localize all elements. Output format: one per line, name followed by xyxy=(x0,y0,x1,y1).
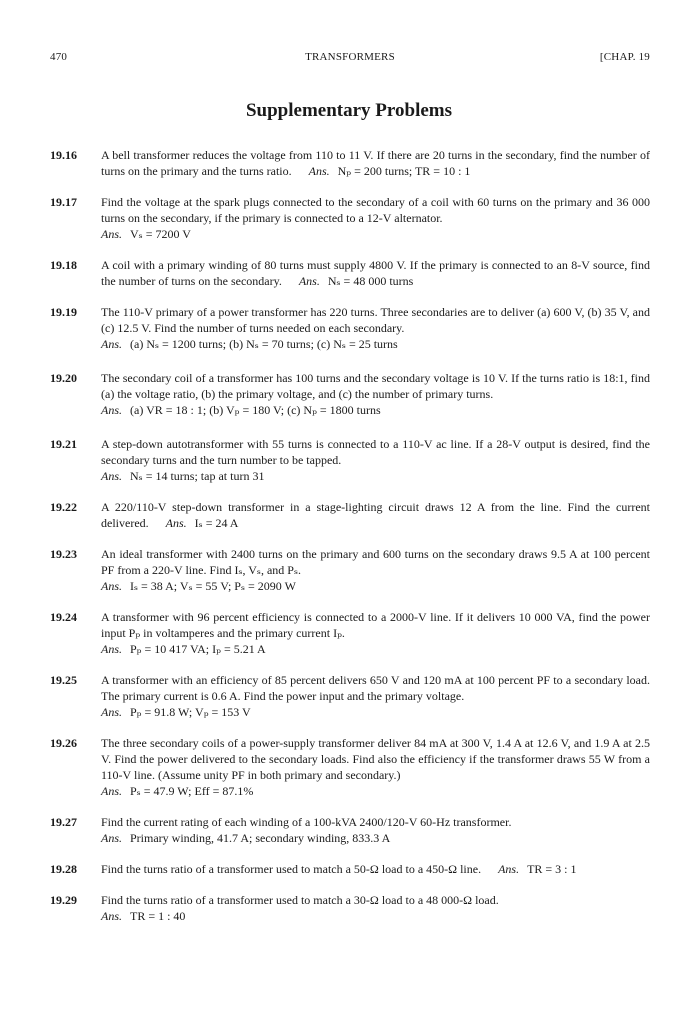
problem-number: 19.19 xyxy=(50,305,77,319)
answer-label: Ans. xyxy=(101,909,122,923)
problem-text: Find the current rating of each winding of a 100-kVA 2400/120-V 60-Hz transformer. xyxy=(101,815,512,829)
answer-label: Ans. xyxy=(298,274,320,288)
problem-body xyxy=(101,609,650,657)
answer xyxy=(101,468,650,484)
problem-body xyxy=(101,546,650,594)
running-title: TRANSFORMERS xyxy=(305,51,395,63)
answer-label: Ans. xyxy=(498,862,520,876)
problem-item xyxy=(50,194,650,242)
answer xyxy=(101,641,650,657)
problem-item xyxy=(50,814,650,846)
answer-value: Pₛ = 47.9 W; Eff = 87.1% xyxy=(130,784,254,798)
problem-body xyxy=(101,257,650,289)
problem-item xyxy=(50,370,650,418)
answer xyxy=(101,783,650,799)
answer-label: Ans. xyxy=(101,642,122,656)
problem-body xyxy=(101,194,650,242)
problem-item xyxy=(50,892,650,924)
problem-number: 19.21 xyxy=(50,437,77,451)
answer-value: Nₚ = 200 turns; TR = 10 : 1 xyxy=(337,164,471,178)
answer-value: Nₛ = 48 000 turns xyxy=(327,274,414,288)
problem-body xyxy=(101,147,650,179)
problem-item xyxy=(50,672,650,720)
problem-number: 19.18 xyxy=(50,258,77,272)
answer-label: Ans. xyxy=(101,784,122,798)
answer-value: Iₛ = 38 A; Vₛ = 55 V; Pₛ = 2090 W xyxy=(130,579,296,593)
answer xyxy=(101,908,650,924)
problem-text: Find the turns ratio of a transformer used to match a 50-Ω load to a 450-Ω line. xyxy=(101,862,482,876)
problem-text: Find the turns ratio of a transformer used to match a 30-Ω load to a 48 000-Ω load. xyxy=(101,893,499,907)
problem-number: 19.16 xyxy=(50,148,77,162)
problem-item xyxy=(50,735,650,799)
chapter-label: [CHAP. 19 xyxy=(599,51,650,63)
section-title: Supplementary Problems xyxy=(245,100,452,121)
problem-body xyxy=(101,499,650,531)
page-number: 470 xyxy=(50,51,68,63)
answer xyxy=(101,226,650,242)
problem-text: A transformer with 96 percent efficiency is connected to a 2000-V line. If it delivers 10 000 VA, find the power input Pₚ in voltamperes and the primary current Iₚ. xyxy=(101,610,650,640)
answer-value: Pₚ = 10 417 VA; Iₚ = 5.21 A xyxy=(130,642,266,656)
answer-value: Nₛ = 14 turns; tap at turn 31 xyxy=(130,469,265,483)
problem-text: The secondary coil of a transformer has 100 turns and the secondary voltage is 10 V. If the turns ratio is 18:1, find (a) the voltage ratio, (b) the primary voltage, and (c) the number of primary turns. xyxy=(101,371,650,401)
problem-number: 19.26 xyxy=(50,736,77,750)
problem-number: 19.20 xyxy=(50,371,77,385)
answer-label: Ans. xyxy=(101,227,122,241)
problem-list xyxy=(50,147,650,939)
problem-text: A coil with a primary winding of 80 turns must supply 4800 V. If the primary is connected to an 8-V source, find the number of turns on the secondary. xyxy=(101,258,650,288)
problem-item xyxy=(50,257,650,289)
answer-label: Ans. xyxy=(101,337,122,351)
problem-number: 19.24 xyxy=(50,610,77,624)
answer xyxy=(101,578,650,594)
problem-body xyxy=(101,735,650,799)
problem-body xyxy=(101,861,650,877)
problem-text: A transformer with an efficiency of 85 percent delivers 650 V and 120 mA at 100 percent PF to a secondary load. The primary current is 0.6 A. Find the power input and the primary voltage. xyxy=(101,673,650,703)
answer-value: TR = 1 : 40 xyxy=(130,909,186,923)
answer xyxy=(101,336,650,352)
problem-number: 19.27 xyxy=(50,815,77,829)
answer xyxy=(101,402,650,418)
answer-label: Ans. xyxy=(101,705,122,719)
problem-text: The 110-V primary of a power transformer has 220 turns. Three secondaries are to deliver (a) 600 V, (b) 35 V, and (c) 12.5 V. Find the number of turns needed on each secondary. xyxy=(101,305,650,335)
problem-body xyxy=(101,304,650,352)
answer-label: Ans. xyxy=(101,831,122,845)
answer xyxy=(101,830,650,846)
answer-label: Ans. xyxy=(101,403,122,417)
problem-text: An ideal transformer with 2400 turns on the primary and 600 turns on the secondary draws 9.5 A at 100 percent PF from a 220-V line. Find Iₛ, Vₛ, and Pₛ. xyxy=(101,547,650,577)
problem-item xyxy=(50,499,650,531)
page-header xyxy=(50,51,650,67)
problem-item xyxy=(50,609,650,657)
answer-label: Ans. xyxy=(308,164,330,178)
answer-value: (a) Nₛ = 1200 turns; (b) Nₛ = 70 turns; (c) Nₛ = 25 turns xyxy=(130,337,398,351)
answer-value: (a) VR = 18 : 1; (b) Vₚ = 180 V; (c) Nₚ = 1800 turns xyxy=(130,403,381,417)
problem-text: A 220/110-V step-down transformer in a stage-lighting circuit draws 12 A from the line. Find the current delivered. xyxy=(101,500,650,530)
answer-value: Iₛ = 24 A xyxy=(194,516,239,530)
problem-number: 19.25 xyxy=(50,673,77,687)
problem-item xyxy=(50,546,650,594)
problem-item xyxy=(50,436,650,484)
answer-label: Ans. xyxy=(101,469,122,483)
problem-item xyxy=(50,861,650,877)
answer xyxy=(299,274,413,288)
problem-body xyxy=(101,370,650,418)
problem-body xyxy=(101,672,650,720)
problem-text: The three secondary coils of a power-supply transformer deliver 84 mA at 300 V, 1.4 A at 12.6 V, and 1.9 A at 2.5 V. Find the power delivered to the secondary loads. Find also the efficiency if the transformer draws 55 W from a 110-V line. (Assume unity PF in both primary and secondary.) xyxy=(101,736,650,782)
problem-body xyxy=(101,436,650,484)
answer xyxy=(309,164,471,178)
problem-body xyxy=(101,814,650,846)
answer xyxy=(498,862,576,876)
answer-value: TR = 3 : 1 xyxy=(527,862,577,876)
problem-item xyxy=(50,147,650,179)
problem-body xyxy=(101,892,650,924)
answer xyxy=(166,516,239,530)
problem-text: A step-down autotransformer with 55 turns is connected to a 110-V ac line. If a 28-V output is desired, find the secondary turns and the turn number to be tapped. xyxy=(101,437,650,467)
problem-item xyxy=(50,304,650,352)
answer-label: Ans. xyxy=(101,579,122,593)
answer xyxy=(101,704,650,720)
answer-label: Ans. xyxy=(165,516,187,530)
answer-value: Vₛ = 7200 V xyxy=(130,227,191,241)
problem-text: A bell transformer reduces the voltage from 110 to 11 V. If there are 20 turns in the secondary, find the number of turns on the primary and the turns ratio. xyxy=(101,148,650,178)
problem-number: 19.29 xyxy=(50,893,77,907)
answer-value: Primary winding, 41.7 A; secondary winding, 833.3 A xyxy=(130,831,391,845)
answer-value: Pₚ = 91.8 W; Vₚ = 153 V xyxy=(130,705,251,719)
problem-text: Find the voltage at the spark plugs connected to the secondary of a coil with 60 turns on the primary and 36 000 turns on the secondary, if the primary is connected to a 12-V alternator. xyxy=(101,195,650,225)
problem-number: 19.17 xyxy=(50,195,77,209)
problem-number: 19.22 xyxy=(50,500,77,514)
problem-number: 19.23 xyxy=(50,547,77,561)
problem-number: 19.28 xyxy=(50,862,77,876)
